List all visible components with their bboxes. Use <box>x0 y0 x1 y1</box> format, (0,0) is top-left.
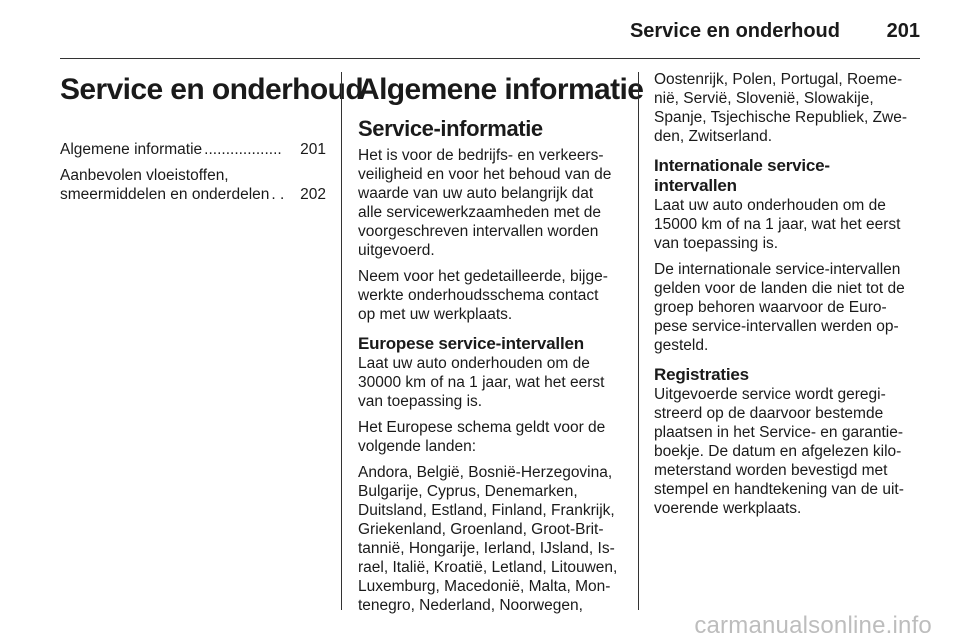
paragraph <box>358 463 624 615</box>
toc-entry <box>60 140 326 159</box>
toc-page-number: 202 <box>300 186 326 203</box>
text-line: Laat uw auto onderhouden om de <box>358 355 590 372</box>
text-line: Het is voor de bedrijfs- en verkeers- <box>358 147 604 164</box>
paragraph <box>358 354 624 411</box>
subsection-title: Service-informatie <box>358 116 543 141</box>
text-line: alle servicewerkzaamheden met de <box>358 204 601 221</box>
chapter-title: Service en onderhoud <box>60 73 364 106</box>
text-line: 15000 km of na 1 jaar, wat het eerst <box>654 216 901 233</box>
text-line: boekje. De datum en afgelezen kilo- <box>654 443 902 460</box>
toc-entry-last-line <box>60 185 326 204</box>
text-line: den, Zwitserland. <box>654 128 773 145</box>
paragraph <box>654 70 920 146</box>
text-line: Andora, België, Bosnië-Herzegovina, <box>358 464 613 481</box>
paragraph <box>358 418 624 456</box>
text-line: pese service-intervallen werden op- <box>654 318 899 335</box>
toc-entry-title: smeermiddelen en onderdelen <box>60 186 270 203</box>
toc-entry-line: Aanbevolen vloeistoffen, <box>60 167 229 184</box>
text-line: Laat uw auto onderhouden om de <box>654 197 886 214</box>
text-line: veiligheid en voor het behoud van de <box>358 166 612 183</box>
toc-leader-dots: . . <box>271 186 285 203</box>
text-line: Oostenrijk, Polen, Portugal, Roeme- <box>654 71 903 88</box>
text-line: waarde van uw auto belangrijk dat <box>358 185 594 202</box>
international-intervals-text <box>654 196 920 355</box>
text-line: De internationale service-intervallen <box>654 261 901 278</box>
page-number: 201 <box>886 20 920 42</box>
text-line: van toepassing is. <box>358 393 483 410</box>
text-line: groep behoren waarvoor de Euro- <box>654 299 887 316</box>
column-divider-2 <box>638 72 639 610</box>
paragraph <box>654 385 920 518</box>
text-line: rael, Italië, Kroatië, Letland, Litouwen, <box>358 559 618 576</box>
text-line: tenegro, Nederland, Noorwegen, <box>358 597 583 614</box>
text-line: voorgeschreven intervallen worden <box>358 223 599 240</box>
toc-page-number: 201 <box>300 141 326 158</box>
toc-entry-last-line <box>60 140 326 159</box>
text-line: Het Europese schema geldt voor de <box>358 419 606 436</box>
text-line: tannië, Hongarije, Ierland, IJsland, Is- <box>358 540 615 557</box>
text-line: Internationale service- <box>654 156 830 175</box>
text-line: meterstand worden bevestigd met <box>654 462 888 479</box>
paragraph <box>358 146 624 260</box>
text-line: uitgevoerd. <box>358 242 435 259</box>
watermark: carmanualsonline.info <box>694 612 932 639</box>
text-line: intervallen <box>654 176 737 195</box>
heading-registrations: Registraties <box>654 365 749 384</box>
text-line: Bulgarije, Cyprus, Denemarken, <box>358 483 578 500</box>
service-info-text <box>358 146 624 324</box>
text-line: gesteld. <box>654 337 709 354</box>
text-line: streerd op de daarvoor bestemde <box>654 405 884 422</box>
column-intervals <box>654 70 920 525</box>
column-contents <box>60 70 364 211</box>
paragraph <box>654 260 920 355</box>
column-general-info <box>358 70 644 622</box>
text-line: plaatsen in het Service- en garantie- <box>654 424 904 441</box>
country-list-continued <box>654 70 920 146</box>
section-title: Algemene informatie <box>358 73 644 106</box>
toc-entry-title: Algemene informatie <box>60 141 203 158</box>
european-intervals-text <box>358 354 624 615</box>
text-line: Griekenland, Groenland, Groot-Brit- <box>358 521 604 538</box>
heading-european-intervals: Europese service-intervallen <box>358 334 584 353</box>
text-line: Neem voor het gedetailleerde, bijge- <box>358 268 608 285</box>
text-line: Luxemburg, Macedonië, Malta, Mon- <box>358 578 611 595</box>
running-head-title: Service en onderhoud <box>629 20 840 42</box>
text-line: van toepassing is. <box>654 235 779 252</box>
text-line: Uitgevoerde service wordt geregi- <box>654 386 886 403</box>
text-line: Duitsland, Estland, Finland, Frankrijk, <box>358 502 615 519</box>
text-line: nië, Servië, Slovenië, Slowakije, <box>654 90 874 107</box>
table-of-contents <box>60 140 326 204</box>
toc-leader-dots: .................. <box>204 141 282 158</box>
running-head <box>60 18 920 48</box>
text-line: werkte onderhoudsschema contact <box>358 287 599 304</box>
text-line: op met uw werkplaats. <box>358 306 513 323</box>
column-divider-1 <box>341 72 342 610</box>
text-line: stempel en handtekening van de uit- <box>654 481 904 498</box>
text-line: 30000 km of na 1 jaar, wat het eerst <box>358 374 605 391</box>
toc-entry <box>60 166 326 204</box>
paragraph <box>358 267 624 324</box>
paragraph <box>654 196 920 253</box>
registrations-text <box>654 385 920 518</box>
text-line: voerende werkplaats. <box>654 500 802 517</box>
heading-international-intervals <box>654 156 920 196</box>
text-line: volgende landen: <box>358 438 477 455</box>
text-line: Spanje, Tsjechische Republiek, Zwe- <box>654 109 908 126</box>
text-line: gelden voor de landen die niet tot de <box>654 280 905 297</box>
header-rule <box>60 58 920 59</box>
